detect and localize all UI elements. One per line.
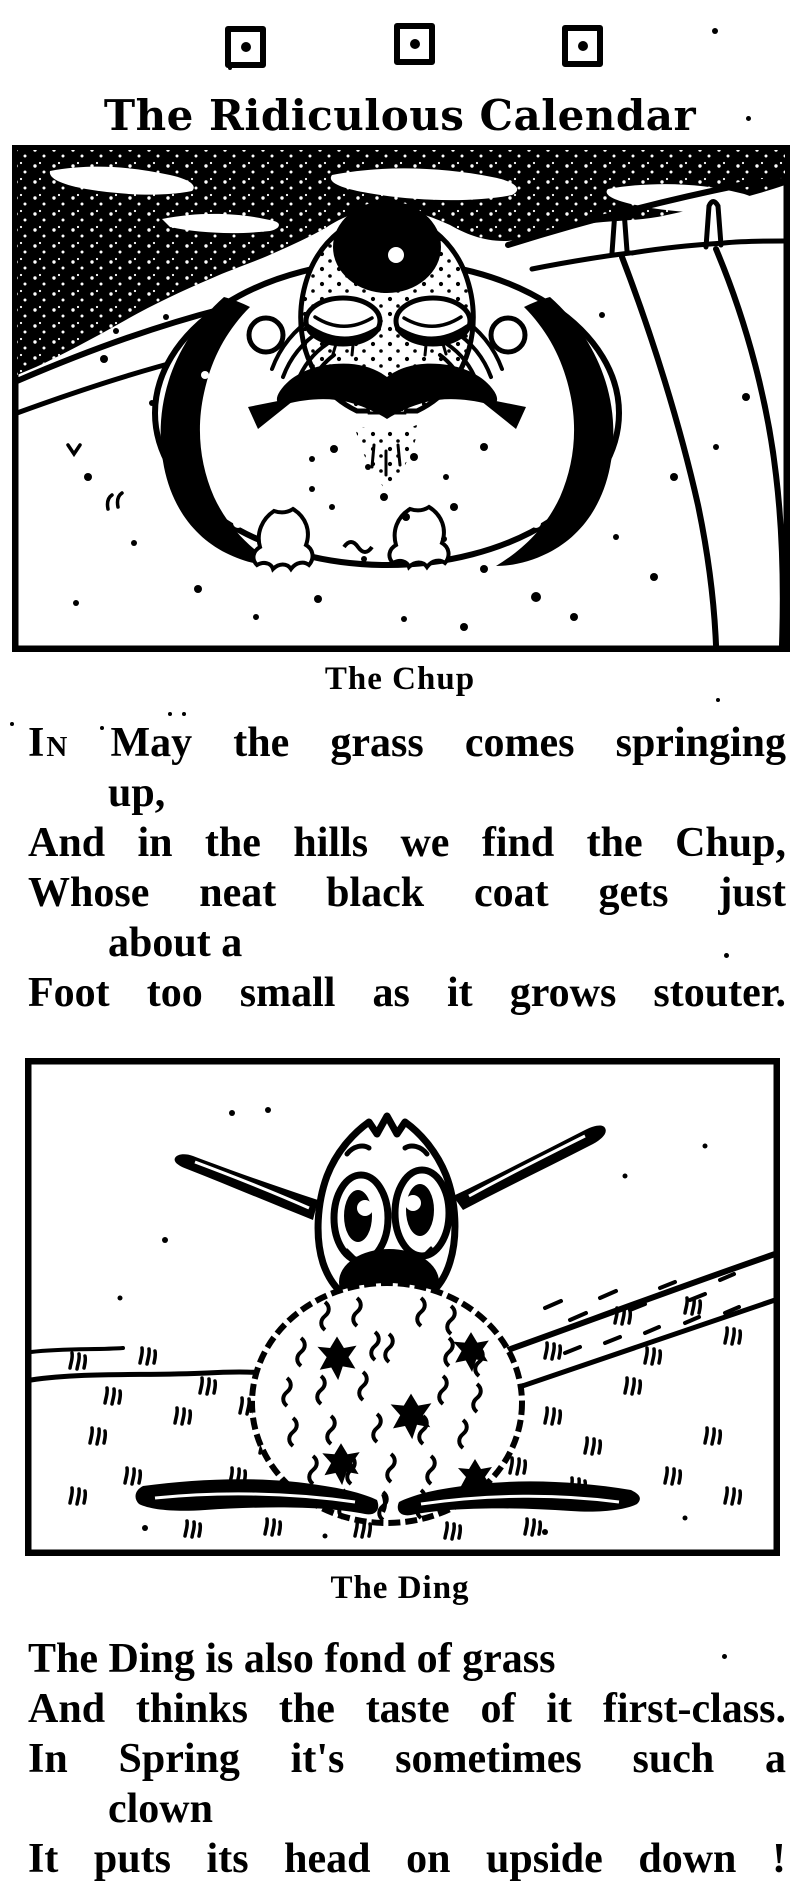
poem-line: In Spring it's sometimes such a [28, 1736, 786, 1782]
poem-line: It puts its head on upside down ! [28, 1836, 786, 1882]
ink-speck [100, 726, 104, 730]
poem-line: Foot too small as it grows stouter. [28, 970, 786, 1016]
ornament-dot-icon [241, 42, 251, 52]
poem-line: The Ding is also fond of grass [28, 1636, 556, 1682]
chup-illustration [12, 145, 790, 652]
chup-figure [12, 145, 790, 652]
ink-speck [722, 1654, 727, 1659]
ornament-square-icon [394, 23, 435, 65]
poem-lead-word: In [28, 720, 70, 766]
poem-line: about a [108, 920, 243, 966]
poem-line [28, 718, 786, 768]
chup-poem [0, 718, 800, 1018]
ding-illustration [25, 1058, 780, 1556]
ornament-square-icon [562, 25, 603, 67]
page-title: The Ridiculous Calendar [103, 91, 697, 141]
ink-speck [746, 116, 751, 121]
chup-caption: The Chup [324, 661, 476, 697]
ink-speck [724, 953, 729, 958]
poem-line: up, [108, 770, 166, 816]
ornament-dot-icon [578, 41, 588, 51]
poem-line: Whose neat black coat gets just [28, 870, 786, 916]
ding-poem [0, 1634, 800, 1884]
ornament-square-icon [225, 26, 266, 68]
poem-line: And in the hills we find the Chup, [28, 820, 786, 866]
ink-speck [182, 712, 186, 716]
ink-speck [168, 712, 172, 716]
poem-line: And thinks the taste of it first-class. [28, 1686, 786, 1732]
ornament-dot-icon [410, 39, 420, 49]
ink-speck [10, 722, 14, 726]
ink-speck [716, 698, 720, 702]
poem-line: clown [108, 1786, 213, 1832]
ding-figure [25, 1058, 780, 1556]
ink-speck [712, 28, 718, 34]
poem-line-text: May the grass comes springing [110, 720, 787, 766]
ink-speck [228, 66, 232, 70]
ding-caption: The Ding [330, 1570, 470, 1606]
